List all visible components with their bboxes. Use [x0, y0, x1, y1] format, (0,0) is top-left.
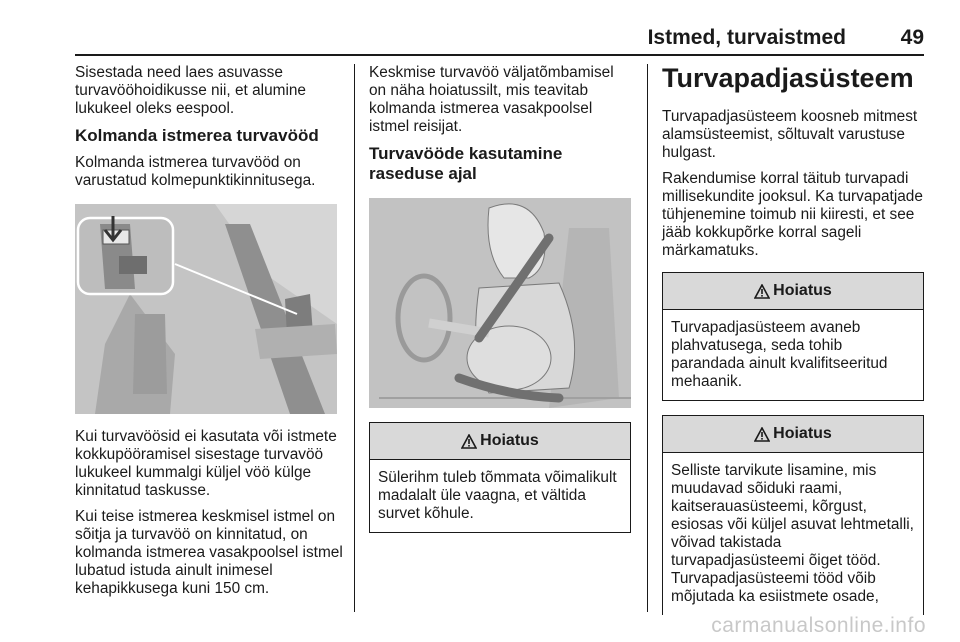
paragraph: Rakendumise korral täitub turvapadi millisekundite jooksul. Ka turvapatjade tühjenemine toimub nii kiiresti, et see jääb kokkupõrke korral sageli märkamatuks.: [662, 170, 923, 259]
column-right: [662, 64, 924, 629]
column-divider: [354, 64, 355, 612]
page-number: 49: [900, 26, 924, 49]
warning-label: Hoiatus: [773, 425, 832, 442]
warning-header: [663, 273, 923, 310]
paragraph: Kolmanda istmerea turvavööd on varustatud kolmepunktikinnitusega.: [75, 154, 316, 189]
warning-header: [370, 423, 630, 460]
section-heading-third-row-belts: Kolmanda istmerea turvavööd: [75, 126, 319, 145]
warning-label: Hoiatus: [480, 432, 539, 449]
watermark: carmanualsonline.info: [711, 614, 926, 637]
warning-triangle-icon: [461, 434, 477, 449]
section-title-airbag-system: Turvapadjasüsteem: [662, 63, 914, 93]
page-header: [75, 26, 924, 56]
paragraph: Kui turvavöösid ei kasutata või istmete kokkupööramisel sisestage turvavöö lukukeel kummalgi küljel vöö külge kinnitatud taskusse.: [75, 428, 337, 499]
warning-text: Sülerihm tuleb tõmmata võimalikult madalalt üle vaagna, et vältida survet kõhule.: [378, 469, 617, 522]
paragraph: Kui teise istmerea keskmisel istmel on sõitja ja turvavöö on kinnitatud, on kolmanda istmerea vasakpoolsel istmel lubatud istuda ainult inimesel kehapikkusega kuni 150 cm.: [75, 508, 343, 597]
column-divider: [647, 64, 648, 612]
warning-text: Selliste tarvikute lisamine, mis muudavad sõiduki raami, kaitserauasüsteemi, kõrgust, esiosas või küljel asuvat lehtmetalli, võivad takistada turvapadjasüsteemi õiget tööd. Turvapadjasüsteemi tööd võib mõjutada ka esiistmete osade,: [671, 462, 914, 605]
warning-header: [663, 416, 923, 453]
warning-text: Turvapadjasüsteem avaneb plahvatusega, seda tohib parandada ainult kvalifitseeritud mehaanik.: [671, 319, 888, 390]
warning-triangle-icon: [754, 427, 770, 442]
warning-box-pregnancy: [369, 422, 631, 533]
paragraph: Turvapadjasüsteem koosneb mitmest alamsüsteemist, sõltuvalt varustuse hulgast.: [662, 108, 918, 161]
column-left: [75, 64, 345, 606]
warning-label: Hoiatus: [773, 282, 832, 299]
paragraph: Keskmise turvavöö väljatõmbamisel on näha hoiatussilt, mis teavitab kolmanda istmerea vasakpoolsel istmel reisijat.: [369, 64, 614, 135]
warning-box-accessories: [662, 415, 924, 615]
column-middle: [369, 64, 631, 547]
intro-paragraph: Sisestada need laes asuvasse turvavööhoidikusse nii, et alumine lukukeel oleks eespool.: [75, 64, 306, 117]
warning-triangle-icon: [754, 284, 770, 299]
third-row-seatbelt-illustration: [75, 204, 337, 414]
pregnant-driver-seatbelt-illustration: [369, 198, 631, 408]
warning-box-airbag-repair: [662, 272, 924, 401]
chapter-title: Istmed, turvaistmed: [647, 26, 846, 49]
section-heading-pregnancy: Turvavööde kasutamine raseduse ajal: [369, 144, 563, 183]
